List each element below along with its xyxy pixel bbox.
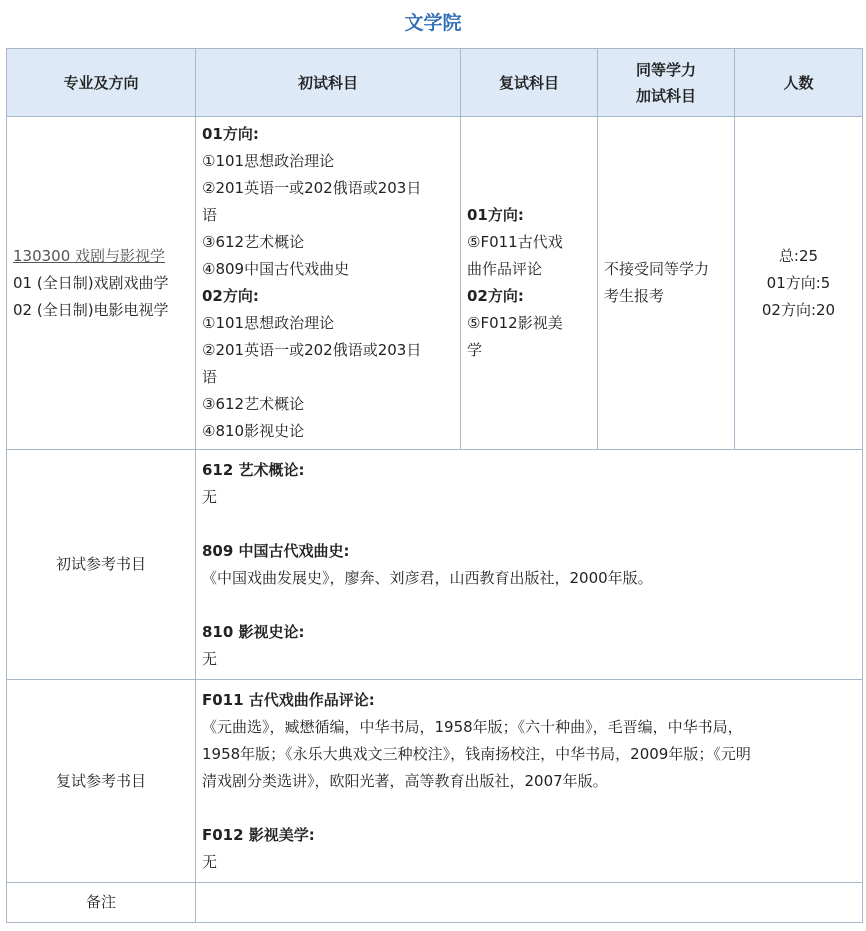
initial-d1-language: ②201英语一或202俄语或203日 [202, 179, 422, 197]
initial-d1-art-theory: ③612艺术概论 [202, 233, 305, 251]
count-cell [735, 117, 863, 450]
ref-809-title: 809 中国古代戏曲史: [202, 541, 350, 560]
initial-refs-row [7, 450, 863, 680]
ref-f011-line2: 1958年版；《永乐大典戏文三种校注》，钱南扬校注，中华书局，2009年版；《元明 [202, 744, 751, 763]
major-cell [7, 117, 196, 450]
retest-subjects-cell [461, 117, 598, 450]
initial-subjects-cell [196, 117, 461, 450]
header-initial-subjects: 初试科目 [196, 49, 461, 117]
ref-612-text: 无 [202, 487, 218, 506]
header-major: 专业及方向 [7, 49, 196, 117]
equivalent-cell [598, 117, 735, 450]
count-total: 总:25 [778, 246, 819, 265]
initial-d2-heading: 02方向: [202, 287, 259, 305]
ref-809-text: 《中国戏曲发展史》，廖奔、刘彦君，山西教育出版社，2000年版。 [202, 568, 653, 587]
ref-810-text: 无 [202, 649, 218, 668]
notes-label: 备注 [7, 883, 196, 923]
admission-table [6, 48, 863, 923]
initial-d2-politics: ①101思想政治理论 [202, 314, 335, 332]
ref-f011-title: F011 古代戏曲作品评论: [202, 690, 375, 709]
program-link[interactable]: 130300 戏剧与影视学 [13, 246, 166, 265]
count-direction-01: 01方向:5 [766, 273, 831, 292]
ref-f012-title: F012 影视美学: [202, 825, 315, 844]
ref-f011-line1: 《元曲选》，臧懋循编，中华书局，1958年版；《六十种曲》，毛晋编，中华书局， [202, 717, 743, 736]
retest-d1-line2: 曲作品评论 [467, 260, 543, 278]
initial-refs-content [196, 450, 863, 680]
initial-d2-film-history: ④810影视史论 [202, 422, 305, 440]
ref-f012-text: 无 [202, 852, 218, 871]
initial-refs-label: 初试参考书目 [7, 450, 196, 680]
header-equivalent-line2: 加试科目 [635, 86, 696, 105]
initial-d1-politics: ①101思想政治理论 [202, 152, 335, 170]
retest-d1-line1: ⑤F011古代戏 [467, 233, 563, 251]
ref-f011-line3: 清戏剧分类选讲》，欧阳光著，高等教育出版社，2007年版。 [202, 771, 608, 790]
initial-d2-language: ②201英语一或202俄语或203日 [202, 341, 422, 359]
retest-refs-content [196, 680, 863, 883]
retest-d1-heading: 01方向: [467, 206, 524, 224]
initial-d1-heading: 01方向: [202, 125, 259, 143]
header-equivalent-subjects [598, 49, 735, 117]
retest-d2-line2: 学 [467, 341, 483, 359]
retest-refs-label: 复试参考书目 [7, 680, 196, 883]
retest-d2-line1: ⑤F012影视美 [467, 314, 563, 332]
header-row [7, 49, 863, 117]
notes-value [196, 883, 863, 923]
equivalent-line2: 考生报考 [604, 287, 665, 305]
count-direction-02: 02方向:20 [761, 300, 836, 319]
program-row [7, 117, 863, 450]
direction-02: 02 (全日制)电影电视学 [13, 300, 169, 319]
ref-810-title: 810 影视史论: [202, 622, 305, 641]
header-count: 人数 [735, 49, 863, 117]
notes-row [7, 883, 863, 923]
equivalent-line1: 不接受同等学力 [604, 260, 710, 278]
retest-refs-row [7, 680, 863, 883]
direction-01: 01 (全日制)戏剧戏曲学 [13, 273, 169, 292]
ref-612-title: 612 艺术概论: [202, 460, 305, 479]
initial-d1-language-cont: 语 [202, 206, 218, 224]
initial-d2-art-theory: ③612艺术概论 [202, 395, 305, 413]
header-equivalent-line1: 同等学力 [635, 60, 696, 79]
initial-d1-drama-history: ④809中国古代戏曲史 [202, 260, 350, 278]
retest-d2-heading: 02方向: [467, 287, 524, 305]
initial-d2-language-cont: 语 [202, 368, 218, 386]
page-title: 文学院 [404, 12, 462, 34]
header-retest-subjects: 复试科目 [461, 49, 598, 117]
